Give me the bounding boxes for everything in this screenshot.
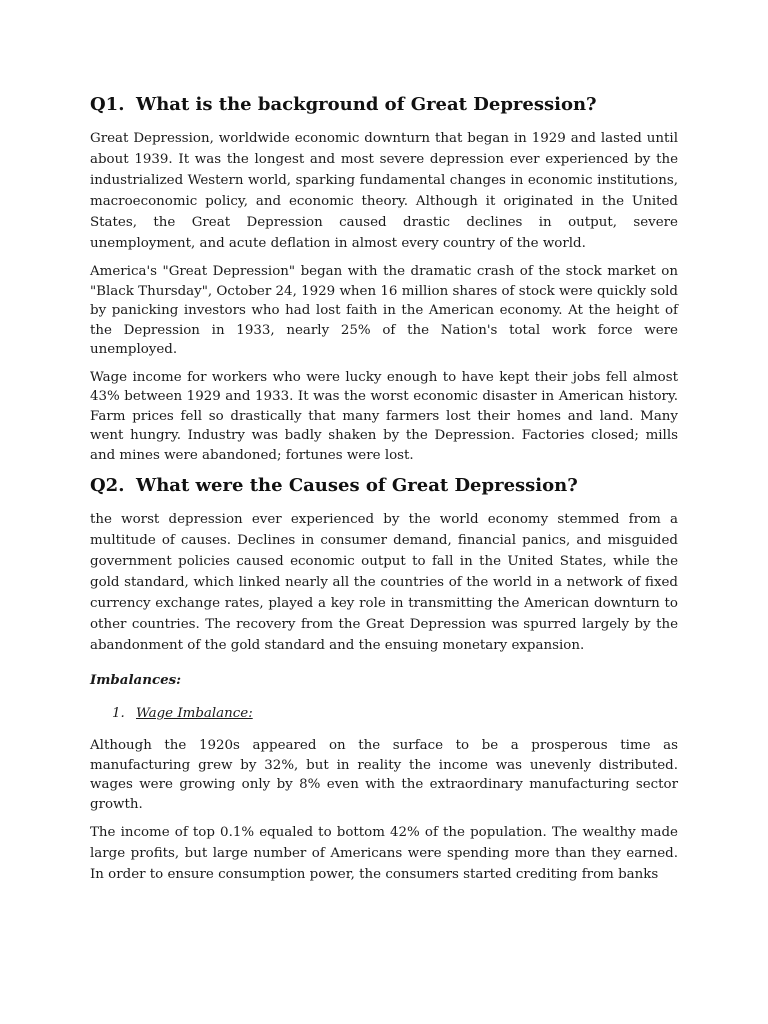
- wage-paragraph-1: Although the 1920s appeared on the surface to be a prosperous time as manufacturing grew by 32%, but in reality the income was unevenly distributed. wages were growing only by 8% even with the extraordinary manufacturing sector growth.: [90, 738, 678, 812]
- q1-paragraph-3: Wage income for workers who were lucky enough to have kept their jobs fell almost 43% between 1929 and 1933. It was the worst economic disaster in American history. Farm prices fell so drastically that many farmers lost their homes and land. Many went hungry. Industry was badly shaken by the Depression. Factories closed; mills and mines were abandoned; fortunes were lost.: [90, 369, 678, 463]
- document-page: [90, 92, 678, 893]
- list-item-index: 1.: [112, 706, 125, 721]
- q2-paragraph-1: the worst depression ever experienced by the world economy stemmed from a multitude of causes. Declines in consumer demand, financial panics, and misguided government policies caused economic output to fall in the United States, while the gold standard, which linked nearly all the countries of the world in a network of fixed currency exchange rates, played a key role in transmitting the American downturn to other countries. The recovery from the Great Depression was spurred largely by the abandonment of the gold standard and the ensuing monetary expansion.: [90, 512, 678, 653]
- q2-heading: [90, 473, 678, 499]
- list-item-label: Wage Imbalance:: [136, 706, 253, 721]
- imbalances-subheading: Imbalances:: [90, 672, 182, 688]
- wage-paragraph-2: The income of top 0.1% equaled to bottom 42% of the population. The wealthy made large profits, but large number of Americans were spending more than they earned. In order to ensure consumption power, the consumers started crediting from banks: [90, 825, 678, 882]
- q1-number: Q1.: [90, 94, 125, 115]
- q2-number: Q2.: [90, 475, 125, 496]
- q1-title: What is the background of Great Depression?: [136, 94, 597, 115]
- list-item: [90, 703, 678, 724]
- q2-title: What were the Causes of Great Depression?: [136, 475, 578, 496]
- q1-paragraph-1: Great Depression, worldwide economic downturn that began in 1929 and lasted until about 1939. It was the longest and most severe depression ever experienced by the industrialized Western world, sparking fundamental changes in economic institutions, macroeconomic policy, and economic theory. Although it originated in the United States, the Great Depression caused drastic declines in output, severe unemployment, and acute deflation in almost every country of the world.: [90, 131, 678, 251]
- q1-paragraph-2: America's "Great Depression" began with the dramatic crash of the stock market on "Black Thursday", October 24, 1929 when 16 million shares of stock were quickly sold by panicking investors who had lost faith in the American economy. At the height of the Depression in 1933, nearly 25% of the Nation's total work force were unemployed.: [90, 264, 678, 357]
- q1-heading: [90, 92, 678, 118]
